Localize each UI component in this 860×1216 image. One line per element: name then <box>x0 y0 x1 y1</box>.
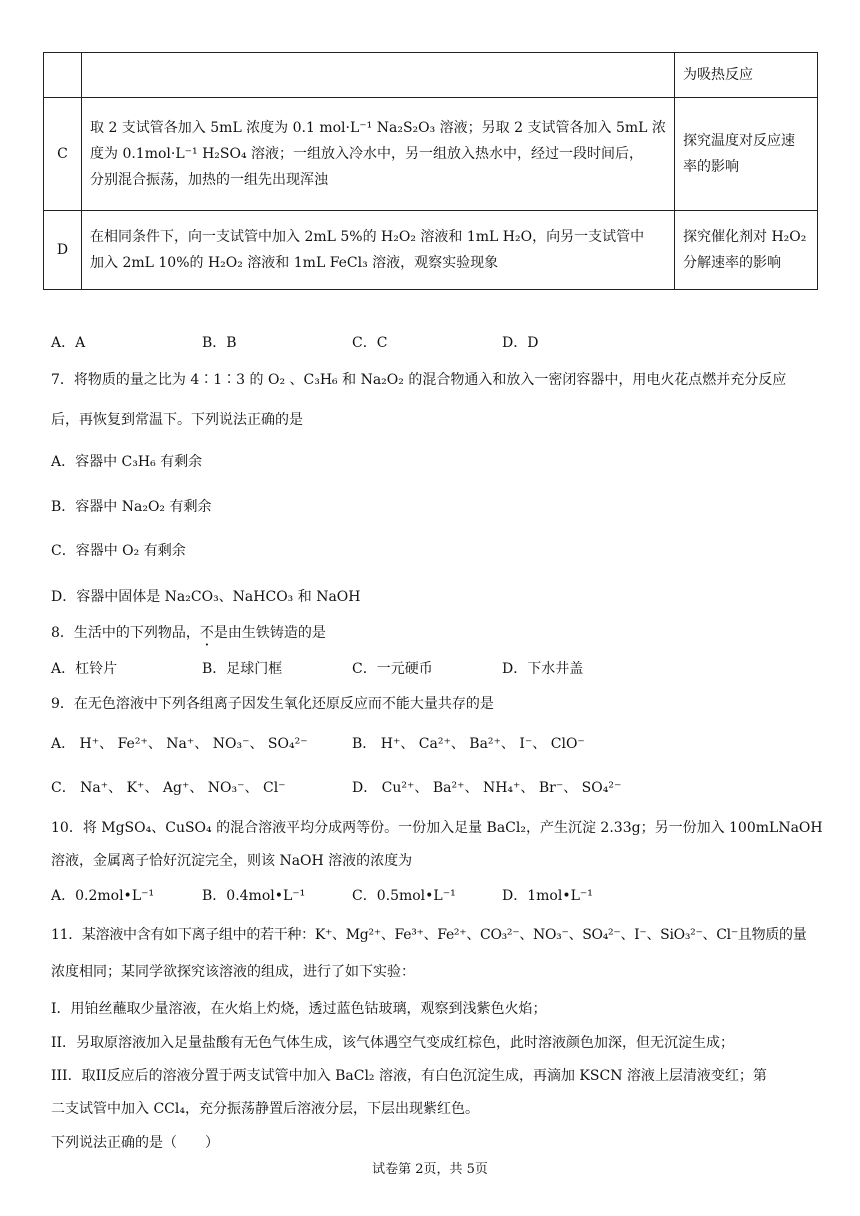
q11-step-3: III．取II反应后的溶液分置于两支试管中加入 BaCl₂ 溶液，有白色沉淀生成，再滴加 KSCN 溶液上层清液变红；第 <box>51 1068 767 1084</box>
content-line: 取 2 支试管各加入 5mL 浓度为 0.1 mol·L⁻¹ Na₂S₂O₃ 溶液；另取 2 支试管各加入 5mL 浓 <box>90 120 666 136</box>
experiment-table <box>43 52 818 290</box>
row-label <box>44 53 82 98</box>
row-label: D <box>44 211 82 290</box>
q7-option-a: A．容器中 C₃H₆ 有剩余 <box>51 454 203 470</box>
q10-option-b: B．0.4mol•L⁻¹ <box>202 888 306 904</box>
table-row <box>44 98 818 211</box>
q9-option-d: D． Cu²⁺、 Ba²⁺、 NH₄⁺、 Br⁻、 SO₄²⁻ <box>352 780 622 796</box>
q8-option-b: B．足球门框 <box>202 661 283 677</box>
q9-option-a: A． H⁺、 Fe²⁺、 Na⁺、 NO₃⁻、 SO₄²⁻ <box>51 736 308 752</box>
q7-stem-line: 后，再恢复到常温下。下列说法正确的是 <box>51 412 303 428</box>
q9-option-b: B． H⁺、 Ca²⁺、 Ba²⁺、 I⁻、 ClO⁻ <box>352 736 585 752</box>
q8-option-c: C．一元硬币 <box>352 661 433 677</box>
q6-option-a: A．A <box>51 335 86 351</box>
row-content <box>82 98 675 211</box>
q8-stem-post: 是由生铁铸造的是 <box>213 625 326 641</box>
page-footer: 试卷第 2页，共 5页 <box>372 1162 488 1177</box>
content-line: 在相同条件下，向一支试管中加入 2mL 5%的 H₂O₂ 溶液和 1mL H₂O，向另一支试管中 <box>90 229 645 245</box>
purpose-line: 探究温度对反应速 <box>683 133 795 149</box>
q11-stem-line: 浓度相同；某同学欲探究该溶液的组成，进行了如下实验： <box>51 964 415 980</box>
table-row <box>44 53 818 98</box>
table-row <box>44 211 818 290</box>
row-content <box>82 53 675 98</box>
q11-step-1: I．用铂丝蘸取少量溶液，在火焰上灼烧，透过蓝色钴玻璃，观察到浅紫色火焰； <box>51 1001 547 1017</box>
q7-option-c: C．容器中 O₂ 有剩余 <box>51 543 186 559</box>
q11-stem-line: 11．某溶液中含有如下离子组中的若干种：K⁺、Mg²⁺、Fe³⁺、Fe²⁺、CO₃²⁻、NO₃⁻、SO₄²⁻、I⁻、SiO₃²⁻、Cl⁻且物质的量 <box>51 927 807 943</box>
q8-stem-emphasis: 不 <box>199 625 214 641</box>
q11-step-3-cont: 二支试管中加入 CCl₄，充分振荡静置后溶液分层，下层出现紫红色。 <box>51 1101 479 1117</box>
q6-option-d: D．D <box>502 335 539 351</box>
q7-stem-line: 7．将物质的量之比为 4∶1∶3 的 O₂ 、C₃H₆ 和 Na₂O₂ 的混合物通入和放入一密闭容器中，用电火花点燃并充分反应 <box>51 372 787 388</box>
row-purpose <box>675 98 818 211</box>
q7-option-d: D．容器中固体是 Na₂CO₃、NaHCO₃ 和 NaOH <box>51 589 361 605</box>
q6-option-b: B．B <box>202 335 237 351</box>
content-line: 加入 2mL 10%的 H₂O₂ 溶液和 1mL FeCl₃ 溶液，观察实验现象 <box>90 255 499 271</box>
row-purpose <box>675 211 818 290</box>
q10-option-d: D．1mol•L⁻¹ <box>502 888 593 904</box>
q11-question: 下列说法正确的是（ ） <box>51 1135 219 1151</box>
q9-stem: 9．在无色溶液中下列各组离子因发生氧化还原反应而不能大量共存的是 <box>51 696 494 712</box>
q7-option-b: B．容器中 Na₂O₂ 有剩余 <box>51 499 212 515</box>
purpose-line: 分解速率的影响 <box>683 255 781 271</box>
row-purpose: 为吸热反应 <box>675 53 818 98</box>
row-label: C <box>44 98 82 211</box>
q8-option-d: D．下水井盖 <box>502 661 584 677</box>
q11-step-2: II．另取原溶液加入足量盐酸有无色气体生成，该气体遇空气变成红棕色，此时溶液颜色加深，但无沉淀生成； <box>51 1035 735 1051</box>
q9-option-c: C． Na⁺、 K⁺、 Ag⁺、 NO₃⁻、 Cl⁻ <box>51 780 286 796</box>
content-line: 度为 0.1mol·L⁻¹ H₂SO₄ 溶液；一组放入冷水中，另一组放入热水中，经过一段时间后， <box>90 146 644 162</box>
row-content <box>82 211 675 290</box>
q8-stem-pre: 8．生活中的下列物品， <box>51 625 200 641</box>
q10-option-c: C．0.5mol•L⁻¹ <box>352 888 456 904</box>
q10-stem-line: 10．将 MgSO₄、CuSO₄ 的混合溶液平均分成两等份。一份加入足量 BaCl₂，产生沉淀 2.33g；另一份加入 100mLNaOH <box>51 820 823 836</box>
q10-option-a: A．0.2mol•L⁻¹ <box>51 888 155 904</box>
purpose-line: 率的影响 <box>683 159 739 175</box>
q6-option-c: C．C <box>352 335 388 351</box>
purpose-line: 探究催化剂对 H₂O₂ <box>683 229 807 245</box>
q10-stem-line: 溶液，金属离子恰好沉淀完全，则该 NaOH 溶液的浓度为 <box>51 853 413 869</box>
q8-option-a: A．杠铃片 <box>51 661 118 677</box>
q8-stem <box>51 623 326 643</box>
content-line: 分别混合振荡，加热的一组先出现浑浊 <box>90 172 328 188</box>
